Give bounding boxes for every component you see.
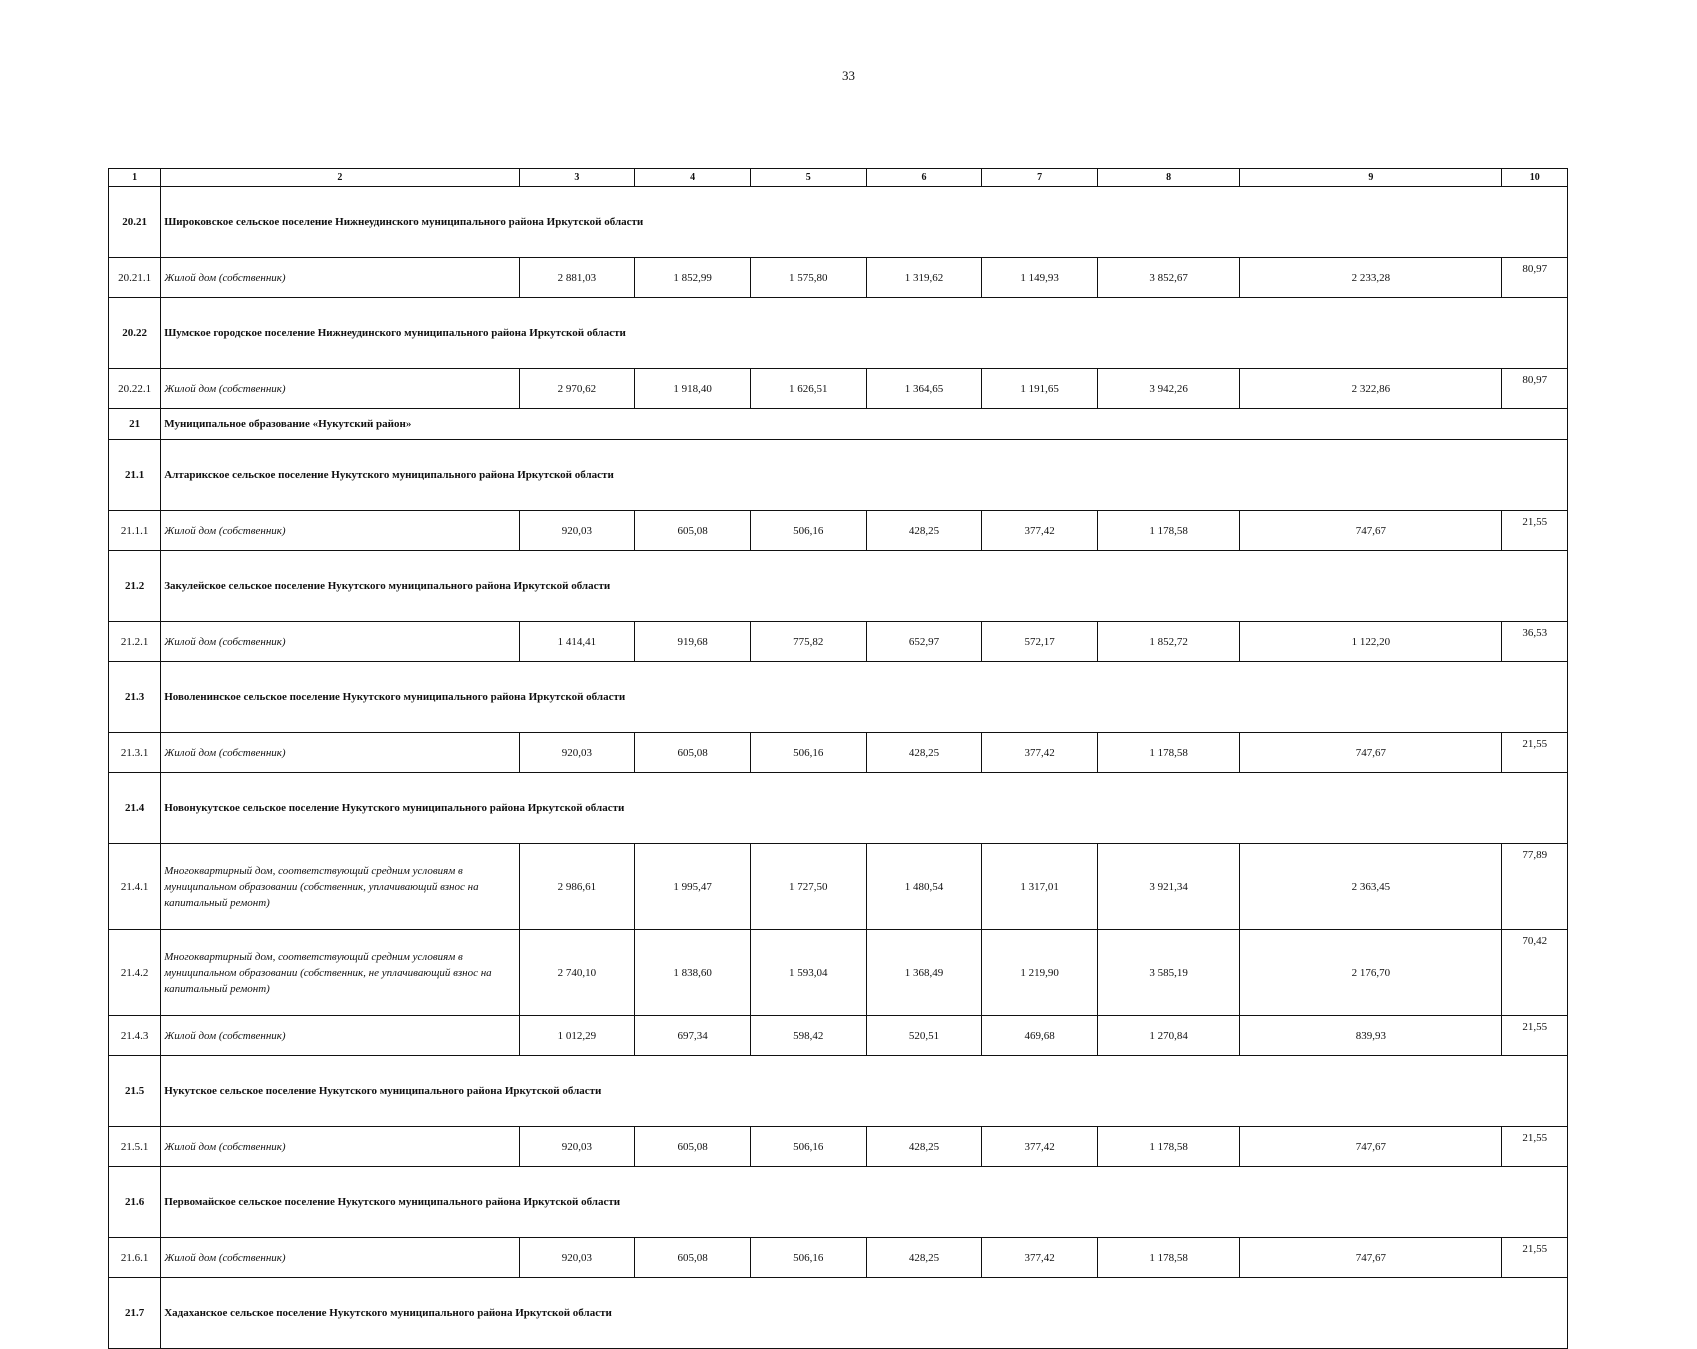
column-header: 2: [161, 169, 519, 187]
value-col-10: 21,55: [1502, 511, 1568, 551]
value-col-8: 1 270,84: [1097, 1016, 1239, 1056]
value-col-10: 80,97: [1502, 258, 1568, 298]
value-col-3: 2 970,62: [519, 369, 635, 409]
value-col-9: 747,67: [1240, 511, 1502, 551]
row-code: 21.3.1: [109, 733, 161, 773]
value-col-3: 920,03: [519, 1238, 635, 1278]
column-header: 8: [1097, 169, 1239, 187]
value-col-4: 1 918,40: [635, 369, 751, 409]
housing-type: Жилой дом (собственник): [161, 733, 519, 773]
column-header-row: [109, 169, 1568, 187]
column-header: 3: [519, 169, 635, 187]
value-col-8: 3 585,19: [1097, 930, 1239, 1016]
value-col-10: 21,55: [1502, 1016, 1568, 1056]
row-code: 21.1.1: [109, 511, 161, 551]
value-col-3: 2 740,10: [519, 930, 635, 1016]
table-row: [109, 844, 1568, 930]
value-col-3: 920,03: [519, 1127, 635, 1167]
value-col-8: 1 178,58: [1097, 1238, 1239, 1278]
value-col-10: 80,97: [1502, 369, 1568, 409]
row-code: 21.4.1: [109, 844, 161, 930]
group-row: [109, 1056, 1568, 1127]
value-col-6: 652,97: [866, 622, 982, 662]
group-row: [109, 298, 1568, 369]
value-col-7: 1 191,65: [982, 369, 1098, 409]
value-col-7: 469,68: [982, 1016, 1098, 1056]
value-col-7: 1 219,90: [982, 930, 1098, 1016]
row-code: 21.4.2: [109, 930, 161, 1016]
group-row: [109, 662, 1568, 733]
group-row: [109, 1167, 1568, 1238]
value-col-9: 2 176,70: [1240, 930, 1502, 1016]
value-col-10: 70,42: [1502, 930, 1568, 1016]
table-row: [109, 511, 1568, 551]
housing-type: Жилой дом (собственник): [161, 1016, 519, 1056]
value-col-10: 21,55: [1502, 1238, 1568, 1278]
value-col-5: 598,42: [750, 1016, 866, 1056]
value-col-10: 36,53: [1502, 622, 1568, 662]
row-code: 21.2.1: [109, 622, 161, 662]
group-name: Алтарикское сельское поселение Нукутского муниципального района Иркутской области: [161, 440, 1568, 511]
value-col-7: 1 317,01: [982, 844, 1098, 930]
group-row: [109, 440, 1568, 511]
value-col-4: 697,34: [635, 1016, 751, 1056]
value-col-7: 572,17: [982, 622, 1098, 662]
housing-type: Жилой дом (собственник): [161, 622, 519, 662]
value-col-10: 77,89: [1502, 844, 1568, 930]
column-header: 10: [1502, 169, 1568, 187]
column-header: 7: [982, 169, 1098, 187]
value-col-8: 3 921,34: [1097, 844, 1239, 930]
housing-type: Многоквартирный дом, соответствующий средним условиям в муниципальном образовании (собственник, не уплачивающий взнос на капитальный ремонт): [161, 930, 519, 1016]
value-col-9: 839,93: [1240, 1016, 1502, 1056]
value-col-3: 1 012,29: [519, 1016, 635, 1056]
value-col-4: 919,68: [635, 622, 751, 662]
group-name: Первомайское сельское поселение Нукутского муниципального района Иркутской области: [161, 1167, 1568, 1238]
value-col-4: 1 995,47: [635, 844, 751, 930]
value-col-3: 920,03: [519, 733, 635, 773]
value-col-5: 506,16: [750, 733, 866, 773]
housing-type: Жилой дом (собственник): [161, 511, 519, 551]
value-col-6: 1 368,49: [866, 930, 982, 1016]
value-col-4: 1 852,99: [635, 258, 751, 298]
value-col-7: 1 149,93: [982, 258, 1098, 298]
value-col-8: 1 178,58: [1097, 733, 1239, 773]
group-name: Закулейское сельское поселение Нукутского муниципального района Иркутской области: [161, 551, 1568, 622]
group-row: [109, 409, 1568, 440]
table-row: [109, 258, 1568, 298]
table-row: [109, 622, 1568, 662]
value-col-9: 2 322,86: [1240, 369, 1502, 409]
value-col-6: 1 480,54: [866, 844, 982, 930]
column-header: 5: [750, 169, 866, 187]
value-col-9: 747,67: [1240, 733, 1502, 773]
group-row: [109, 187, 1568, 258]
row-code: 21.2: [109, 551, 161, 622]
table-row: [109, 369, 1568, 409]
table-row: [109, 1016, 1568, 1056]
group-name: Муниципальное образование «Нукутский район»: [161, 409, 1568, 440]
value-col-6: 428,25: [866, 733, 982, 773]
group-row: [109, 551, 1568, 622]
group-row: [109, 773, 1568, 844]
housing-type: Жилой дом (собственник): [161, 1238, 519, 1278]
column-header: 6: [866, 169, 982, 187]
value-col-6: 428,25: [866, 1127, 982, 1167]
value-col-5: 1 575,80: [750, 258, 866, 298]
value-col-6: 1 364,65: [866, 369, 982, 409]
value-col-7: 377,42: [982, 511, 1098, 551]
housing-type: Жилой дом (собственник): [161, 1127, 519, 1167]
group-name: Хадаханское сельское поселение Нукутского муниципального района Иркутской области: [161, 1278, 1568, 1349]
value-col-8: 1 178,58: [1097, 1127, 1239, 1167]
value-col-9: 747,67: [1240, 1238, 1502, 1278]
table-row: [109, 930, 1568, 1016]
value-col-10: 21,55: [1502, 1127, 1568, 1167]
row-code: 21.3: [109, 662, 161, 733]
table-body: [109, 187, 1568, 1349]
housing-type: Многоквартирный дом, соответствующий средним условиям в муниципальном образовании (собственник, уплачивающий взнос на капитальный ремонт): [161, 844, 519, 930]
value-col-6: 1 319,62: [866, 258, 982, 298]
row-code: 21.1: [109, 440, 161, 511]
value-col-8: 1 852,72: [1097, 622, 1239, 662]
page-number: 33: [842, 68, 855, 83]
group-row: [109, 1278, 1568, 1349]
row-code: 20.22.1: [109, 369, 161, 409]
row-code: 21.4.3: [109, 1016, 161, 1056]
row-code: 21.5: [109, 1056, 161, 1127]
value-col-4: 605,08: [635, 733, 751, 773]
row-code: 21.6: [109, 1167, 161, 1238]
value-col-3: 2 986,61: [519, 844, 635, 930]
value-col-5: 775,82: [750, 622, 866, 662]
value-col-4: 605,08: [635, 1238, 751, 1278]
group-name: Нукутское сельское поселение Нукутского муниципального района Иркутской области: [161, 1056, 1568, 1127]
row-code: 21.7: [109, 1278, 161, 1349]
group-name: Новонукутское сельское поселение Нукутского муниципального района Иркутской области: [161, 773, 1568, 844]
row-code: 21: [109, 409, 161, 440]
value-col-8: 3 852,67: [1097, 258, 1239, 298]
value-col-5: 1 727,50: [750, 844, 866, 930]
value-col-6: 520,51: [866, 1016, 982, 1056]
value-col-9: 1 122,20: [1240, 622, 1502, 662]
value-col-4: 1 838,60: [635, 930, 751, 1016]
value-col-4: 605,08: [635, 1127, 751, 1167]
value-col-6: 428,25: [866, 511, 982, 551]
housing-type: Жилой дом (собственник): [161, 258, 519, 298]
table-row: [109, 733, 1568, 773]
value-col-3: 920,03: [519, 511, 635, 551]
value-col-5: 506,16: [750, 1127, 866, 1167]
value-col-10: 21,55: [1502, 733, 1568, 773]
value-col-3: 1 414,41: [519, 622, 635, 662]
value-col-9: 747,67: [1240, 1127, 1502, 1167]
housing-type: Жилой дом (собственник): [161, 369, 519, 409]
value-col-5: 506,16: [750, 511, 866, 551]
value-col-5: 506,16: [750, 1238, 866, 1278]
value-col-8: 1 178,58: [1097, 511, 1239, 551]
row-code: 21.5.1: [109, 1127, 161, 1167]
tariff-table: [108, 168, 1568, 1349]
table-row: [109, 1238, 1568, 1278]
table-row: [109, 1127, 1568, 1167]
row-code: 20.21: [109, 187, 161, 258]
column-header: 1: [109, 169, 161, 187]
row-code: 20.21.1: [109, 258, 161, 298]
value-col-3: 2 881,03: [519, 258, 635, 298]
column-header: 4: [635, 169, 751, 187]
column-header: 9: [1240, 169, 1502, 187]
value-col-4: 605,08: [635, 511, 751, 551]
value-col-7: 377,42: [982, 1238, 1098, 1278]
group-name: Новоленинское сельское поселение Нукутского муниципального района Иркутской области: [161, 662, 1568, 733]
group-name: Широковское сельское поселение Нижнеудинского муниципального района Иркутской области: [161, 187, 1568, 258]
value-col-8: 3 942,26: [1097, 369, 1239, 409]
value-col-7: 377,42: [982, 733, 1098, 773]
value-col-9: 2 363,45: [1240, 844, 1502, 930]
group-name: Шумское городское поселение Нижнеудинского муниципального района Иркутской области: [161, 298, 1568, 369]
row-code: 20.22: [109, 298, 161, 369]
value-col-5: 1 626,51: [750, 369, 866, 409]
row-code: 21.6.1: [109, 1238, 161, 1278]
value-col-5: 1 593,04: [750, 930, 866, 1016]
row-code: 21.4: [109, 773, 161, 844]
value-col-7: 377,42: [982, 1127, 1098, 1167]
value-col-9: 2 233,28: [1240, 258, 1502, 298]
value-col-6: 428,25: [866, 1238, 982, 1278]
